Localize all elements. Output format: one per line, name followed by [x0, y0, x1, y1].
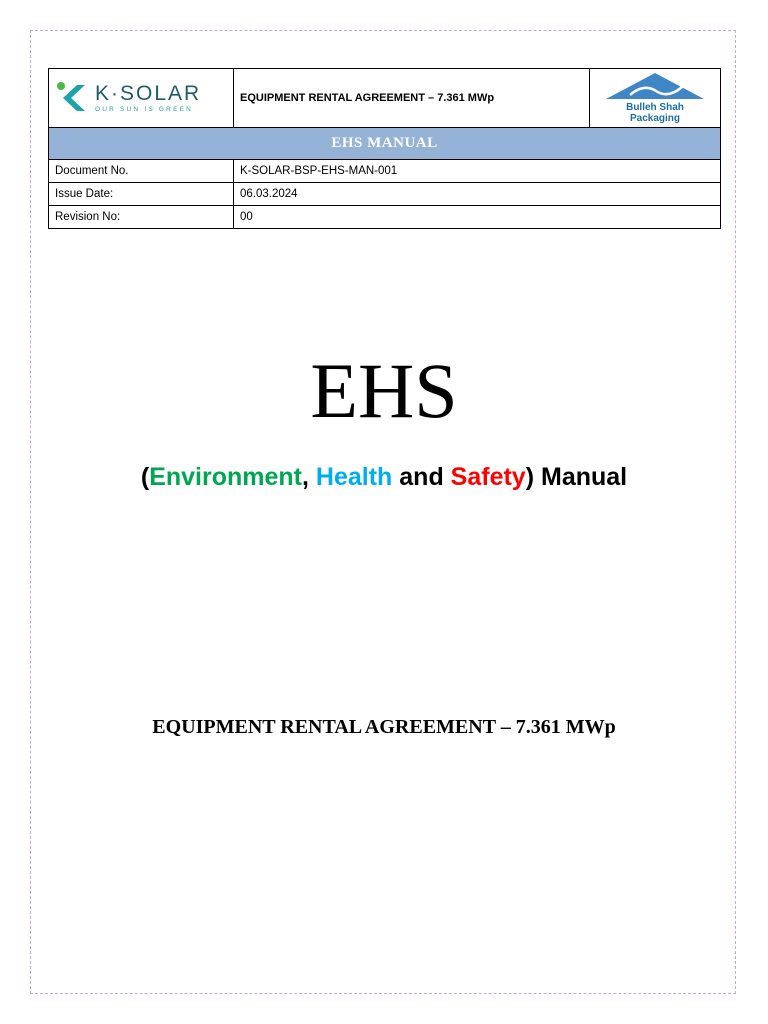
bsp-mark-icon — [604, 71, 706, 99]
agreement-title: EQUIPMENT RENTAL AGREEMENT – 7.361 MWp — [152, 716, 616, 738]
document-number-row — [49, 160, 721, 183]
subtitle-health: Health — [315, 463, 393, 491]
document-number-value: K-SOLAR-BSP-EHS-MAN-001 — [234, 160, 721, 183]
subtitle-close-paren: ) — [525, 463, 535, 491]
ksolar-mark-icon — [55, 81, 91, 115]
revision-row — [49, 206, 721, 229]
ksolar-name: K·SOLAR — [95, 82, 202, 105]
subtitle — [0, 463, 768, 492]
bsp-name: Bulleh Shah Packaging — [626, 101, 684, 124]
subtitle-manual: Manual — [541, 463, 628, 491]
subtitle-safety: Safety — [450, 463, 526, 491]
ksolar-tagline: OUR SUN IS GREEN — [95, 106, 194, 113]
partner-logo-cell — [590, 69, 721, 128]
bsp-logo — [604, 71, 706, 124]
subtitle-open-paren: ( — [140, 463, 150, 491]
revision-value: 00 — [234, 206, 721, 229]
issue-date-value: 06.03.2024 — [234, 183, 721, 206]
header-table — [48, 68, 721, 229]
issue-date-row — [49, 183, 721, 206]
issue-date-label: Issue Date: — [49, 183, 234, 206]
revision-label: Revision No: — [49, 206, 234, 229]
main-title: EHS — [310, 347, 458, 434]
band-row — [49, 128, 721, 160]
ehs-manual-band: EHS MANUAL — [49, 128, 721, 160]
subtitle-and: and — [399, 463, 444, 491]
header-top-row — [49, 69, 721, 128]
company-logo-cell — [49, 69, 234, 128]
subtitle-environment: Environment — [149, 463, 302, 491]
document-number-label: Document No. — [49, 160, 234, 183]
document-title: EQUIPMENT RENTAL AGREEMENT – 7.361 MWp — [234, 69, 590, 128]
subtitle-comma: , — [302, 463, 309, 491]
ksolar-logo — [49, 81, 233, 115]
